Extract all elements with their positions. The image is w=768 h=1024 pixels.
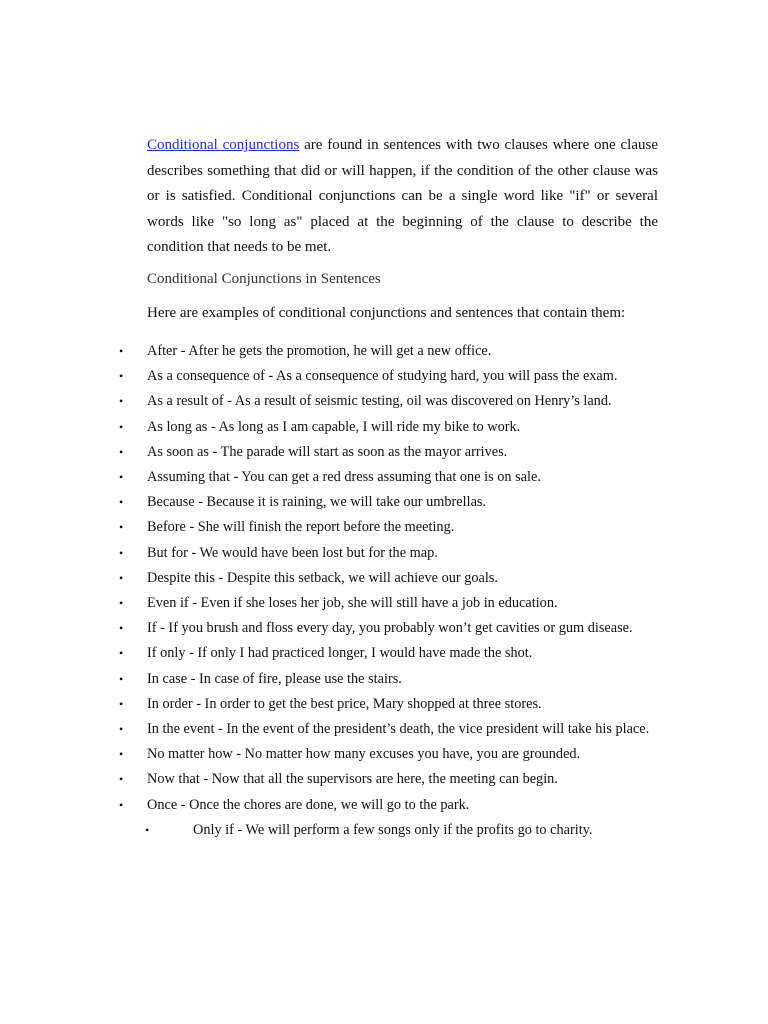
list-item-text: No matter how - No matter how many excuses you have, you are grounded. [147, 746, 581, 763]
list-item [0, 717, 658, 742]
list-item-text: In order - In order to get the best price, Mary shopped at three stores. [147, 695, 542, 712]
bullet-icon: • [119, 444, 124, 459]
list-item [0, 415, 658, 440]
list-item [0, 364, 658, 389]
section-heading: Conditional Conjunctions in Sentences [147, 271, 381, 287]
bullet-icon: • [119, 545, 124, 560]
list-item [0, 742, 658, 767]
list-item-text: As long as - As long as I am capable, I will ride my bike to work. [147, 418, 521, 435]
list-item-text: If only - If only I had practiced longer, I would have made the shot. [147, 645, 533, 662]
list-item-text: As a consequence of - As a consequence of studying hard, you will pass the exam. [147, 368, 618, 385]
list-item-text: Now that - Now that all the supervisors are here, the meeting can begin. [147, 771, 558, 788]
list-item-text: Even if - Even if she loses her job, she will still have a job in education. [147, 595, 558, 612]
bullet-icon: • [119, 621, 124, 636]
bullet-icon: • [119, 570, 124, 585]
list-item [0, 767, 658, 792]
list-item [0, 389, 658, 414]
list-item-text: If - If you brush and floss every day, you probably won’t get cavities or gum disease. [147, 620, 633, 637]
lead-sentence: Here are examples of conditional conjunctions and sentences that contain them: [147, 305, 626, 321]
conditional-conjunctions-link[interactable]: Conditional conjunctions [147, 137, 300, 153]
list-item [0, 591, 658, 616]
list-item-text: Only if - We will perform a few songs only if the profits go to charity. [193, 821, 593, 838]
list-item-text: In case - In case of fire, please use the stairs. [147, 670, 402, 687]
list-item [0, 465, 658, 490]
bullet-icon: • [119, 520, 124, 535]
intro-text: are found in sentences with two clauses where one clause describes something that did or will happen, if the condition of the other clause was or is satisfied. Conditional conjunctions can be a single word like "if" or several words like "so long as" placed at the beginning of the clause to describe the condition that needs to be met. [147, 137, 658, 255]
bullet-icon: • [119, 470, 124, 485]
list-item [0, 667, 658, 692]
list-item [0, 641, 658, 666]
bullet-icon: • [119, 797, 124, 812]
list-item-text: But for - We would have been lost but for the map. [147, 544, 438, 561]
list-item-text: Before - She will finish the report before the meeting. [147, 519, 455, 536]
list-item-text: Assuming that - You can get a red dress assuming that one is on sale. [147, 469, 541, 486]
list-item [0, 490, 658, 515]
list-item [0, 692, 658, 717]
list-item-text: Once - Once the chores are done, we will go to the park. [147, 796, 470, 813]
conjunction-list [0, 339, 768, 843]
list-item-text: Because - Because it is raining, we will take our umbrellas. [147, 494, 487, 511]
bullet-icon: • [119, 369, 124, 384]
list-item [0, 818, 658, 843]
bullet-icon: • [119, 394, 124, 409]
list-item-text: In the event - In the event of the president’s death, the vice president will take his place. [147, 721, 650, 738]
bullet-icon: • [119, 344, 124, 358]
list-item [0, 440, 658, 465]
bullet-icon: • [119, 722, 124, 737]
bullet-icon: • [145, 822, 150, 837]
bullet-icon: • [119, 419, 124, 434]
bullet-icon: • [119, 596, 124, 611]
list-item-text: As soon as - The parade will start as soon as the mayor arrives. [147, 443, 508, 460]
list-item [0, 566, 658, 591]
list-item [0, 793, 658, 818]
bullet-icon: • [119, 671, 124, 686]
bullet-icon: • [119, 646, 124, 661]
list-item [0, 515, 658, 540]
list-item [0, 616, 658, 641]
bullet-icon: • [119, 772, 124, 787]
bullet-icon: • [119, 696, 124, 711]
bullet-icon: • [119, 495, 124, 510]
intro-paragraph [147, 133, 658, 261]
bullet-icon: • [119, 747, 124, 762]
list-item-text: Despite this - Despite this setback, we will achieve our goals. [147, 569, 498, 586]
list-item [0, 541, 658, 566]
list-item-text: As a result of - As a result of seismic testing, oil was discovered on Henry’s land. [147, 393, 612, 410]
list-item-text: After - After he gets the promotion, he will get a new office. [147, 343, 492, 359]
list-item [0, 339, 658, 364]
